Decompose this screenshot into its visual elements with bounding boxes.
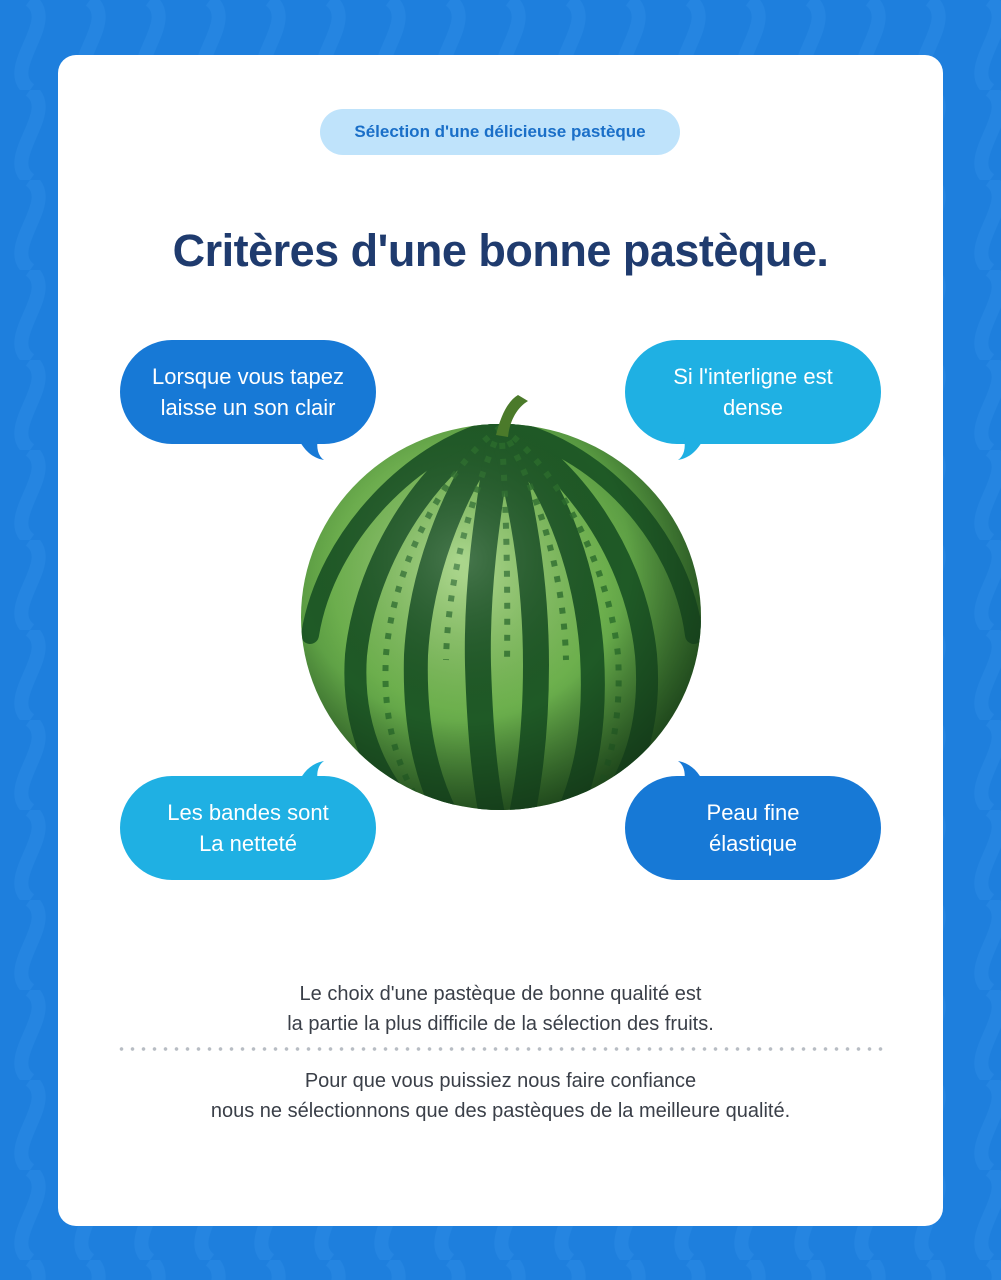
- bubble-text-line: La netteté: [199, 831, 297, 856]
- bubble-text-line: dense: [723, 395, 783, 420]
- bubble-text-line: laisse un son clair: [160, 395, 336, 420]
- caption-line: la partie la plus difficile de la sélection des fruits.: [287, 1013, 714, 1035]
- caption-line: Pour que vous puissiez nous faire confiance: [304, 1070, 697, 1092]
- caption-line: Le choix d'une pastèque de bonne qualité est: [299, 983, 702, 1005]
- watermelon-image: [296, 395, 706, 815]
- caption-line: nous ne sélectionnons que des pastèques de la meilleure qualité.: [210, 1100, 791, 1122]
- caption-promise: [58, 1066, 943, 1126]
- bubble-text-line: Lorsque vous tapez: [151, 364, 345, 389]
- header-badge: Sélection d'une délicieuse pastèque: [320, 109, 680, 155]
- bubble-text-line: Les bandes sont: [167, 800, 329, 825]
- bubble-text-line: Peau fine: [706, 800, 800, 825]
- caption-intro: [58, 979, 943, 1039]
- content-card: [58, 55, 943, 1226]
- bubble-text-line: Si l'interligne est: [673, 364, 833, 389]
- bubble-text-line: élastique: [708, 831, 798, 856]
- page-title: Critères d'une bonne pastèque.: [172, 225, 829, 276]
- dotted-divider: [116, 1047, 886, 1051]
